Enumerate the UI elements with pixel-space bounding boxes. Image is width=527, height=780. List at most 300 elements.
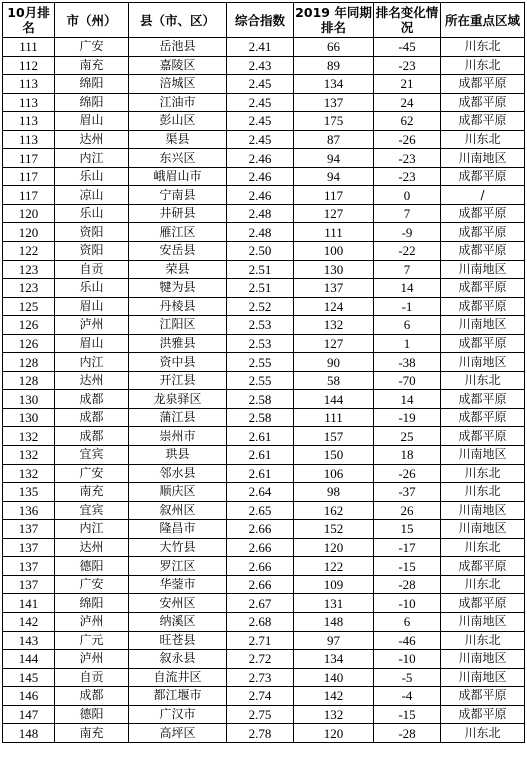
score-cell: 2.64 [227, 483, 294, 502]
rank-cell: 123 [3, 279, 55, 298]
table-row [3, 56, 525, 75]
rank-change-cell: -45 [374, 38, 441, 57]
table-row [3, 631, 525, 650]
table-row [3, 223, 525, 242]
rank-change-cell: -38 [374, 353, 441, 372]
score-cell: 2.45 [227, 75, 294, 94]
city-cell: 达州 [55, 538, 129, 557]
city-cell: 泸州 [55, 650, 129, 669]
table-row [3, 483, 525, 502]
prev-rank-cell: 87 [294, 130, 374, 149]
header-region: 所在重点区域 [441, 3, 525, 38]
region-cell: 川南地区 [441, 520, 525, 539]
score-cell: 2.66 [227, 557, 294, 576]
header-city: 市（州） [55, 3, 129, 38]
rank-change-cell: 1 [374, 334, 441, 353]
score-cell: 2.66 [227, 538, 294, 557]
prev-rank-cell: 134 [294, 650, 374, 669]
city-cell: 绵阳 [55, 75, 129, 94]
score-cell: 2.74 [227, 687, 294, 706]
score-cell: 2.71 [227, 631, 294, 650]
table-row [3, 427, 525, 446]
prev-rank-cell: 134 [294, 75, 374, 94]
rank-change-cell: -70 [374, 371, 441, 390]
city-cell: 乐山 [55, 167, 129, 186]
score-cell: 2.53 [227, 334, 294, 353]
prev-rank-cell: 122 [294, 557, 374, 576]
prev-rank-cell: 142 [294, 687, 374, 706]
region-cell: 川东北 [441, 724, 525, 743]
rank-cell: 148 [3, 724, 55, 743]
rank-cell: 120 [3, 204, 55, 223]
table-row [3, 390, 525, 409]
prev-rank-cell: 144 [294, 390, 374, 409]
rank-change-cell: 62 [374, 112, 441, 131]
region-cell: 成都平原 [441, 334, 525, 353]
city-cell: 南充 [55, 56, 129, 75]
region-cell: 成都平原 [441, 279, 525, 298]
county-cell: 岳池县 [129, 38, 227, 57]
prev-rank-cell: 109 [294, 575, 374, 594]
table-row [3, 353, 525, 372]
rank-change-cell: 7 [374, 260, 441, 279]
table-row [3, 464, 525, 483]
region-cell: 川东北 [441, 56, 525, 75]
rank-cell: 117 [3, 167, 55, 186]
prev-rank-cell: 111 [294, 223, 374, 242]
score-cell: 2.46 [227, 167, 294, 186]
city-cell: 成都 [55, 390, 129, 409]
city-cell: 泸州 [55, 612, 129, 631]
rank-cell: 137 [3, 575, 55, 594]
rank-cell: 143 [3, 631, 55, 650]
score-cell: 2.46 [227, 149, 294, 168]
prev-rank-cell: 132 [294, 316, 374, 335]
county-cell: 华蓥市 [129, 575, 227, 594]
rank-change-cell: -10 [374, 650, 441, 669]
region-cell: 川南地区 [441, 446, 525, 465]
prev-rank-cell: 100 [294, 242, 374, 261]
prev-rank-cell: 124 [294, 297, 374, 316]
prev-rank-cell: 66 [294, 38, 374, 57]
rank-cell: 113 [3, 112, 55, 131]
county-cell: 江油市 [129, 93, 227, 112]
score-cell: 2.51 [227, 260, 294, 279]
score-cell: 2.53 [227, 316, 294, 335]
city-cell: 绵阳 [55, 93, 129, 112]
region-cell: 川南地区 [441, 668, 525, 687]
city-cell: 达州 [55, 371, 129, 390]
prev-rank-cell: 58 [294, 371, 374, 390]
rank-cell: 126 [3, 316, 55, 335]
rank-cell: 112 [3, 56, 55, 75]
region-cell: 成都平原 [441, 223, 525, 242]
header-score: 综合指数 [227, 3, 294, 38]
score-cell: 2.78 [227, 724, 294, 743]
county-cell: 龙泉驿区 [129, 390, 227, 409]
score-cell: 2.61 [227, 446, 294, 465]
score-cell: 2.58 [227, 390, 294, 409]
county-cell: 珙县 [129, 446, 227, 465]
ranking-table [2, 2, 525, 743]
table-row [3, 279, 525, 298]
table-row [3, 408, 525, 427]
prev-rank-cell: 127 [294, 204, 374, 223]
rank-cell: 137 [3, 557, 55, 576]
score-cell: 2.45 [227, 112, 294, 131]
rank-cell: 137 [3, 520, 55, 539]
prev-rank-cell: 140 [294, 668, 374, 687]
table-row [3, 334, 525, 353]
city-cell: 成都 [55, 687, 129, 706]
city-cell: 成都 [55, 408, 129, 427]
city-cell: 达州 [55, 130, 129, 149]
score-cell: 2.46 [227, 186, 294, 205]
rank-change-cell: -28 [374, 575, 441, 594]
rank-cell: 136 [3, 501, 55, 520]
county-cell: 安州区 [129, 594, 227, 613]
rank-change-cell: -46 [374, 631, 441, 650]
table-row [3, 446, 525, 465]
score-cell: 2.51 [227, 279, 294, 298]
rank-change-cell: -26 [374, 130, 441, 149]
city-cell: 眉山 [55, 112, 129, 131]
city-cell: 绵阳 [55, 594, 129, 613]
region-cell: 成都平原 [441, 687, 525, 706]
prev-rank-cell: 120 [294, 724, 374, 743]
rank-cell: 145 [3, 668, 55, 687]
region-cell: 成都平原 [441, 93, 525, 112]
city-cell: 资阳 [55, 242, 129, 261]
prev-rank-cell: 111 [294, 408, 374, 427]
county-cell: 洪雅县 [129, 334, 227, 353]
rank-change-cell: -23 [374, 56, 441, 75]
prev-rank-cell: 120 [294, 538, 374, 557]
table-row [3, 130, 525, 149]
rank-cell: 122 [3, 242, 55, 261]
rank-cell: 123 [3, 260, 55, 279]
header-county: 县（市、区） [129, 3, 227, 38]
city-cell: 自贡 [55, 668, 129, 687]
rank-cell: 125 [3, 297, 55, 316]
table-row [3, 93, 525, 112]
city-cell: 南充 [55, 483, 129, 502]
score-cell: 2.52 [227, 297, 294, 316]
rank-change-cell: -4 [374, 687, 441, 706]
city-cell: 自贡 [55, 260, 129, 279]
table-row [3, 316, 525, 335]
city-cell: 南充 [55, 724, 129, 743]
city-cell: 成都 [55, 427, 129, 446]
prev-rank-cell: 137 [294, 93, 374, 112]
county-cell: 安岳县 [129, 242, 227, 261]
score-cell: 2.48 [227, 204, 294, 223]
prev-rank-cell: 131 [294, 594, 374, 613]
score-cell: 2.72 [227, 650, 294, 669]
prev-rank-cell: 97 [294, 631, 374, 650]
rank-cell: 128 [3, 353, 55, 372]
county-cell: 叙州区 [129, 501, 227, 520]
prev-rank-cell: 148 [294, 612, 374, 631]
county-cell: 荣县 [129, 260, 227, 279]
city-cell: 宜宾 [55, 501, 129, 520]
prev-rank-cell: 98 [294, 483, 374, 502]
rank-cell: 126 [3, 334, 55, 353]
county-cell: 井研县 [129, 204, 227, 223]
city-cell: 乐山 [55, 204, 129, 223]
rank-cell: 111 [3, 38, 55, 57]
county-cell: 丹棱县 [129, 297, 227, 316]
score-cell: 2.45 [227, 130, 294, 149]
region-cell: 成都平原 [441, 705, 525, 724]
rank-change-cell: -19 [374, 408, 441, 427]
table-row [3, 724, 525, 743]
county-cell: 雁江区 [129, 223, 227, 242]
rank-change-cell: -15 [374, 705, 441, 724]
table-row [3, 371, 525, 390]
rank-change-cell: 7 [374, 204, 441, 223]
region-cell: 川东北 [441, 464, 525, 483]
rank-change-cell: -17 [374, 538, 441, 557]
prev-rank-cell: 94 [294, 167, 374, 186]
region-cell: 川南地区 [441, 316, 525, 335]
county-cell: 罗江区 [129, 557, 227, 576]
rank-change-cell: 6 [374, 612, 441, 631]
county-cell: 崇州市 [129, 427, 227, 446]
prev-rank-cell: 127 [294, 334, 374, 353]
region-cell: 川东北 [441, 371, 525, 390]
prev-rank-cell: 117 [294, 186, 374, 205]
header-rank: 10月排名 [3, 3, 55, 38]
table-row [3, 204, 525, 223]
score-cell: 2.55 [227, 371, 294, 390]
rank-change-cell: 26 [374, 501, 441, 520]
county-cell: 峨眉山市 [129, 167, 227, 186]
county-cell: 渠县 [129, 130, 227, 149]
city-cell: 眉山 [55, 334, 129, 353]
rank-cell: 135 [3, 483, 55, 502]
score-cell: 2.45 [227, 93, 294, 112]
region-cell: 成都平原 [441, 390, 525, 409]
rank-change-cell: -23 [374, 167, 441, 186]
city-cell: 德阳 [55, 557, 129, 576]
rank-cell: 113 [3, 75, 55, 94]
rank-cell: 132 [3, 427, 55, 446]
county-cell: 顺庆区 [129, 483, 227, 502]
city-cell: 广安 [55, 464, 129, 483]
region-cell: 成都平原 [441, 408, 525, 427]
table-row [3, 594, 525, 613]
header-row [3, 3, 525, 38]
prev-rank-cell: 90 [294, 353, 374, 372]
rank-change-cell: 14 [374, 279, 441, 298]
county-cell: 宁南县 [129, 186, 227, 205]
score-cell: 2.41 [227, 38, 294, 57]
score-cell: 2.61 [227, 464, 294, 483]
city-cell: 内江 [55, 520, 129, 539]
table-row [3, 575, 525, 594]
rank-change-cell: -15 [374, 557, 441, 576]
county-cell: 犍为县 [129, 279, 227, 298]
city-cell: 乐山 [55, 279, 129, 298]
rank-change-cell: 24 [374, 93, 441, 112]
county-cell: 纳溪区 [129, 612, 227, 631]
rank-change-cell: 15 [374, 520, 441, 539]
city-cell: 内江 [55, 149, 129, 168]
score-cell: 2.50 [227, 242, 294, 261]
region-cell: 川东北 [441, 538, 525, 557]
rank-change-cell: -26 [374, 464, 441, 483]
prev-rank-cell: 162 [294, 501, 374, 520]
table-row [3, 75, 525, 94]
prev-rank-cell: 150 [294, 446, 374, 465]
prev-rank-cell: 89 [294, 56, 374, 75]
score-cell: 2.65 [227, 501, 294, 520]
prev-rank-cell: 137 [294, 279, 374, 298]
region-cell: 川南地区 [441, 149, 525, 168]
table-row [3, 557, 525, 576]
rank-cell: 113 [3, 130, 55, 149]
table-row [3, 38, 525, 57]
table-row [3, 112, 525, 131]
rank-cell: 113 [3, 93, 55, 112]
score-cell: 2.66 [227, 520, 294, 539]
table-row [3, 650, 525, 669]
rank-cell: 130 [3, 390, 55, 409]
county-cell: 东兴区 [129, 149, 227, 168]
city-cell: 德阳 [55, 705, 129, 724]
county-cell: 广汉市 [129, 705, 227, 724]
rank-cell: 144 [3, 650, 55, 669]
prev-rank-cell: 94 [294, 149, 374, 168]
city-cell: 广安 [55, 38, 129, 57]
county-cell: 嘉陵区 [129, 56, 227, 75]
city-cell: 内江 [55, 353, 129, 372]
county-cell: 都江堰市 [129, 687, 227, 706]
table-body [3, 38, 525, 743]
rank-change-cell: -22 [374, 242, 441, 261]
rank-change-cell: -10 [374, 594, 441, 613]
region-cell: 成都平原 [441, 594, 525, 613]
region-cell: / [441, 186, 525, 205]
city-cell: 资阳 [55, 223, 129, 242]
rank-change-cell: 21 [374, 75, 441, 94]
county-cell: 隆昌市 [129, 520, 227, 539]
score-cell: 2.68 [227, 612, 294, 631]
region-cell: 川东北 [441, 130, 525, 149]
city-cell: 广元 [55, 631, 129, 650]
city-cell: 凉山 [55, 186, 129, 205]
region-cell: 川东北 [441, 38, 525, 57]
table-row [3, 520, 525, 539]
rank-change-cell: -1 [374, 297, 441, 316]
region-cell: 成都平原 [441, 242, 525, 261]
rank-change-cell: 18 [374, 446, 441, 465]
region-cell: 川南地区 [441, 650, 525, 669]
table-row [3, 612, 525, 631]
region-cell: 川南地区 [441, 501, 525, 520]
county-cell: 旺苍县 [129, 631, 227, 650]
rank-change-cell: 14 [374, 390, 441, 409]
prev-rank-cell: 130 [294, 260, 374, 279]
table-row [3, 538, 525, 557]
table-row [3, 149, 525, 168]
city-cell: 广安 [55, 575, 129, 594]
region-cell: 川南地区 [441, 612, 525, 631]
county-cell: 江阳区 [129, 316, 227, 335]
rank-cell: 147 [3, 705, 55, 724]
table-row [3, 242, 525, 261]
prev-rank-cell: 152 [294, 520, 374, 539]
rank-change-cell: -5 [374, 668, 441, 687]
rank-cell: 141 [3, 594, 55, 613]
score-cell: 2.43 [227, 56, 294, 75]
table-row [3, 297, 525, 316]
rank-cell: 132 [3, 464, 55, 483]
region-cell: 成都平原 [441, 427, 525, 446]
table-row [3, 186, 525, 205]
score-cell: 2.73 [227, 668, 294, 687]
rank-cell: 120 [3, 223, 55, 242]
region-cell: 川南地区 [441, 260, 525, 279]
county-cell: 涪城区 [129, 75, 227, 94]
county-cell: 开江县 [129, 371, 227, 390]
region-cell: 川东北 [441, 631, 525, 650]
score-cell: 2.48 [227, 223, 294, 242]
rank-change-cell: 6 [374, 316, 441, 335]
table-row [3, 705, 525, 724]
region-cell: 川南地区 [441, 353, 525, 372]
rank-cell: 128 [3, 371, 55, 390]
score-cell: 2.75 [227, 705, 294, 724]
rank-cell: 117 [3, 149, 55, 168]
score-cell: 2.55 [227, 353, 294, 372]
prev-rank-cell: 106 [294, 464, 374, 483]
score-cell: 2.66 [227, 575, 294, 594]
county-cell: 彭山区 [129, 112, 227, 131]
score-cell: 2.67 [227, 594, 294, 613]
table-row [3, 167, 525, 186]
table-row [3, 687, 525, 706]
table-row [3, 260, 525, 279]
county-cell: 大竹县 [129, 538, 227, 557]
region-cell: 成都平原 [441, 297, 525, 316]
header-prev-rank: 2019 年同期排名 [294, 3, 374, 38]
rank-cell: 132 [3, 446, 55, 465]
header-rank-change: 排名变化情况 [374, 3, 441, 38]
county-cell: 叙永县 [129, 650, 227, 669]
county-cell: 资中县 [129, 353, 227, 372]
rank-change-cell: 0 [374, 186, 441, 205]
prev-rank-cell: 132 [294, 705, 374, 724]
region-cell: 成都平原 [441, 167, 525, 186]
rank-change-cell: -28 [374, 724, 441, 743]
rank-cell: 130 [3, 408, 55, 427]
rank-change-cell: -23 [374, 149, 441, 168]
region-cell: 成都平原 [441, 204, 525, 223]
county-cell: 自流井区 [129, 668, 227, 687]
county-cell: 邻水县 [129, 464, 227, 483]
score-cell: 2.58 [227, 408, 294, 427]
region-cell: 成都平原 [441, 112, 525, 131]
county-cell: 高坪区 [129, 724, 227, 743]
prev-rank-cell: 157 [294, 427, 374, 446]
county-cell: 蒲江县 [129, 408, 227, 427]
region-cell: 成都平原 [441, 557, 525, 576]
rank-change-cell: -37 [374, 483, 441, 502]
rank-change-cell: -9 [374, 223, 441, 242]
rank-cell: 142 [3, 612, 55, 631]
